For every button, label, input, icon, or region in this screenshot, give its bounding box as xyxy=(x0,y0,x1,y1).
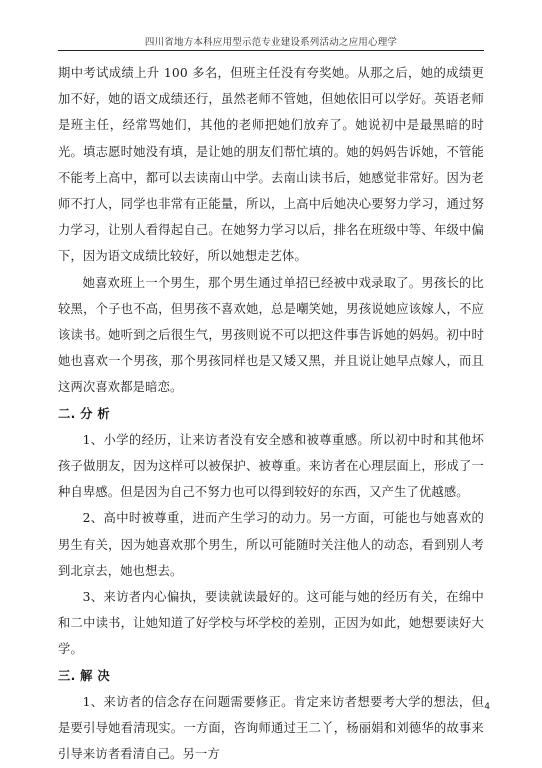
running-header: 四川省地方本科应用型示范专业建设系列活动之应用心理学 xyxy=(144,37,398,48)
paragraph: 2、高中时被尊重，进而产生学习的动力。另一方面，可能也与她喜欢的男生有关，因为她喜欢那个男生，所以可能随时关注他人的动态，看到别人考到北京去，她也想去。 xyxy=(58,511,484,578)
page-number: 4 xyxy=(484,702,490,712)
paragraph: 1、小学的经历，让来访者没有安全感和被尊重感。所以初中时和其他坏孩子做朋友，因为这样可以被保护、被尊重。来访者在心理层面上，形成了一种自卑感。但是因为自己不努力也可以得到较好的东西，又产生了优越感。 xyxy=(58,432,484,500)
paragraph: 1、来访者的信念存在问题需要修正。肯定来访者想要考大学的想法，但是要引导她看清现实。一方面，咨询师通过王二丫，杨丽娟和刘德华的故事来引导来访者看清自己。另一方 xyxy=(58,694,484,762)
paragraph: 她喜欢班上一个男生，那个男生通过单招已经被中戏录取了。男孩长的比较黑，个子也不高，但男孩不喜欢她，总是嘲笑她，男孩说她应该嫁人，不应该读书。她听到之后很生气，男孩则说不可以把这件事告诉她的妈妈。初中时她也喜欢一个男孩，那个男孩同样也是又矮又黑，并且说让她早点嫁人，而且这两次喜欢都是暗恋。 xyxy=(58,275,484,395)
document-body xyxy=(58,60,484,767)
section-heading-solution: 三. 解 决 xyxy=(58,668,110,683)
paragraph: 3、来访者内心偏执，要读就读最好的。这可能与她的经历有关，在绵中和二中读书，让她知道了好学校与坏学校的差别，正因为如此，她想要读好大学。 xyxy=(58,590,484,657)
paragraph-continued: 期中考试成绩上升 100 多名，但班主任没有夸奖她。从那之后，她的成绩更加不好，她的语文成绩还行，虽然老师不管她，但她依旧可以学好。英语老师是班主任，经常骂她们，其他的老师把她们放弃了。她说初中是最黑暗的时光。填志愿时她没有填，是让她的朋友们帮忙填的。她的妈妈告诉她，不管能不能考上高中，都可以去读南山中学。去南山读书后，她感觉非常好。因为老师不打人，同学也非常有正能量，所以，上高中后她决心要努力学习，通过努力学习，让别人看得起自己。在她努力学习以后，排名在班级中等、年级中偏下，因为语文成绩比较好，所以她想走艺体。 xyxy=(58,66,484,264)
header-divider xyxy=(58,50,484,51)
section-heading-analysis: 二. 分 析 xyxy=(58,406,110,421)
